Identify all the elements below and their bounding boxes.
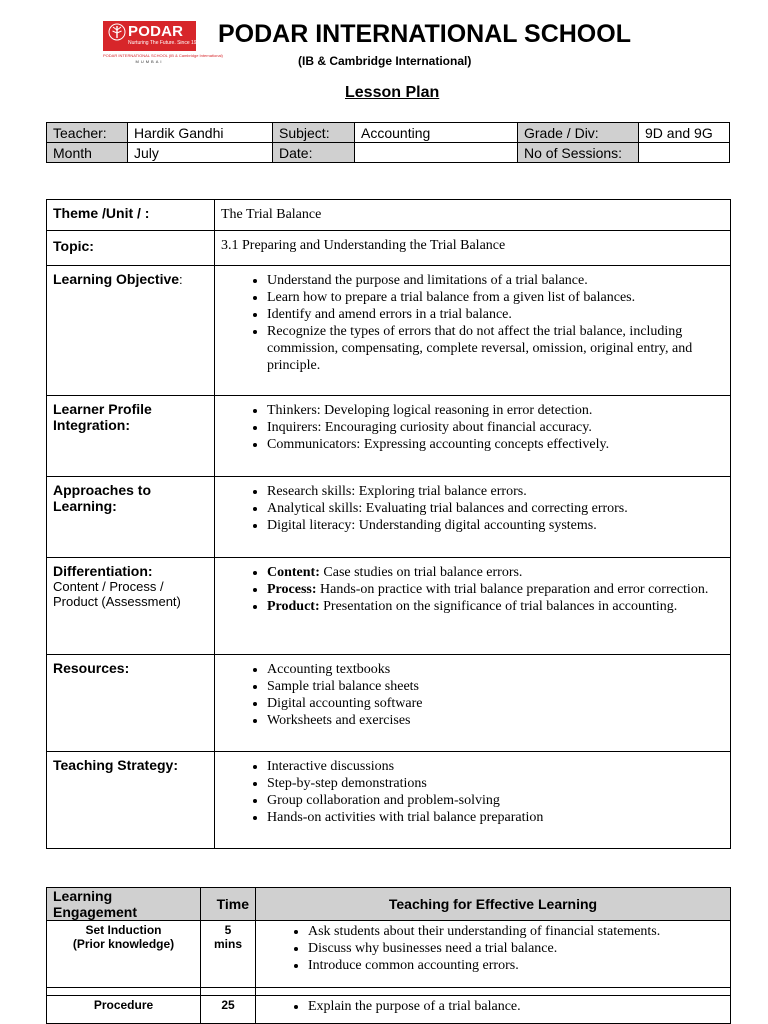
list-item: • Explain the purpose of a trial balance.: [308, 998, 724, 1015]
activity-list: [262, 923, 724, 974]
stage-name: Set Induction: [85, 923, 162, 937]
topic-value: 3.1 Preparing and Understanding the Trial Balance: [215, 231, 731, 266]
list-item: • Introduce common accounting errors.: [308, 957, 724, 974]
list-item: • Group collaboration and problem-solving: [267, 792, 724, 809]
theme-row: [47, 200, 731, 231]
logo-brand: PODAR: [128, 23, 184, 40]
differentiation-label: Differentiation:: [53, 563, 153, 579]
activities-cell: [256, 921, 731, 988]
list-item: • Interactive discussions: [267, 758, 724, 775]
list-item: • Worksheets and exercises: [267, 712, 724, 729]
list-item: • Step-by-step demonstrations: [267, 775, 724, 792]
objective-colon: :: [179, 272, 183, 287]
objective-cell: [215, 266, 731, 396]
list-item: [267, 581, 724, 598]
approaches-cell: [215, 477, 731, 558]
page-title: Lesson Plan: [345, 84, 440, 101]
stage-sub: (Prior knowledge): [72, 937, 175, 951]
lesson-plan-table: [46, 199, 731, 849]
list-item: • Hands-on activities with trial balance preparation: [267, 809, 724, 826]
month-value: July: [128, 143, 273, 163]
objective-row: [47, 266, 731, 396]
list-item: • Inquirers: Encouraging curiosity about financial accuracy.: [267, 419, 724, 436]
list-item: [267, 564, 724, 581]
school-subtitle: (IB & Cambridge International): [298, 54, 472, 68]
diff-text: Presentation on the significance of trial balances in accounting.: [319, 599, 678, 614]
list-item: • Ask students about their understanding of financial statements.: [308, 923, 724, 940]
date-label: Date:: [273, 143, 355, 163]
profile-list: [221, 402, 724, 453]
spacer-cell: [47, 988, 201, 996]
differentiation-sublabel: Content / Process / Product (Assessment): [53, 579, 181, 609]
teacher-value: Hardik Gandhi: [128, 123, 273, 143]
list-item: • Accounting textbooks: [267, 661, 724, 678]
time-cell: [201, 921, 256, 988]
diff-term: Product:: [267, 599, 320, 614]
table-row: [47, 921, 731, 988]
activities-cell: [256, 996, 731, 1024]
engagement-header-row: [47, 888, 731, 921]
time-cell: [201, 996, 256, 1024]
spacer-cell: [201, 988, 256, 996]
differentiation-label-cell: [47, 558, 215, 655]
topic-label: Topic:: [47, 231, 215, 266]
list-item: • Digital literacy: Understanding digital accounting systems.: [267, 517, 724, 534]
table-row: [47, 996, 731, 1024]
list-item: • Understand the purpose and limitations of a trial balance.: [267, 272, 724, 289]
engagement-table: [46, 887, 731, 1024]
objective-label: Learning Objective: [53, 271, 180, 287]
sessions-label: No of Sessions:: [518, 143, 639, 163]
engagement-col-header: Learning Engagement: [47, 888, 201, 921]
resources-row: [47, 655, 731, 752]
list-item: • Discuss why businesses need a trial balance.: [308, 940, 724, 957]
list-item: [267, 598, 724, 615]
spacer-row: [47, 988, 731, 996]
logo-banner: [103, 21, 203, 51]
lesson-meta-table: [46, 122, 730, 163]
grade-label: Grade / Div:: [518, 123, 639, 143]
teaching-col-header: Teaching for Effective Learning: [256, 888, 731, 921]
profile-cell: [215, 396, 731, 477]
resources-label: Resources:: [47, 655, 215, 752]
stage-name: Procedure: [93, 998, 154, 1012]
time-unit: mins: [213, 937, 242, 951]
tree-icon: [108, 23, 126, 41]
strategy-row: [47, 752, 731, 849]
approaches-label: Approaches to Learning:: [47, 477, 215, 558]
list-item: • Research skills: Exploring trial balance errors.: [267, 483, 724, 500]
diff-term: Content:: [267, 565, 320, 580]
list-item: • Thinkers: Developing logical reasoning in error detection.: [267, 402, 724, 419]
month-label: Month: [47, 143, 128, 163]
list-item: • Digital accounting software: [267, 695, 724, 712]
spacer-cell: [256, 988, 731, 996]
profile-row: [47, 396, 731, 477]
stage-cell: [47, 921, 201, 988]
date-value: [355, 143, 518, 163]
list-item: • Sample trial balance sheets: [267, 678, 724, 695]
theme-value: The Trial Balance: [215, 200, 731, 231]
topic-row: [47, 231, 731, 266]
time-col-header: Time: [201, 888, 256, 921]
list-item: • Recognize the types of errors that do not affect the trial balance, including commission, compensating, complete reversal, omission, original entry, and principle.: [267, 323, 724, 374]
logo-subline: PODAR INTERNATIONAL SCHOOL (IB & Cambridge International): [103, 53, 223, 58]
theme-label: Theme /Unit / :: [47, 200, 215, 231]
grade-value: 9D and 9G: [639, 123, 730, 143]
approaches-row: [47, 477, 731, 558]
list-item: • Identify and amend errors in a trial balance.: [267, 306, 724, 323]
teacher-label: Teacher:: [47, 123, 128, 143]
logo-tagline: Nurturing The Future. Since 1927: [128, 40, 203, 46]
sessions-value: [639, 143, 730, 163]
differentiation-list: [221, 564, 724, 615]
resources-cell: [215, 655, 731, 752]
logo-city: MUMBAI: [135, 59, 164, 64]
list-item: • Learn how to prepare a trial balance from a given list of balances.: [267, 289, 724, 306]
meta-row-1: [47, 123, 730, 143]
strategy-label: Teaching Strategy:: [47, 752, 215, 849]
objective-list: [221, 272, 724, 374]
meta-row-2: [47, 143, 730, 163]
resources-list: [221, 661, 724, 729]
school-name: PODAR INTERNATIONAL SCHOOL: [218, 20, 631, 48]
objective-label-cell: [47, 266, 215, 396]
list-item: • Communicators: Expressing accounting concepts effectively.: [267, 436, 724, 453]
diff-text: Case studies on trial balance errors.: [319, 565, 523, 580]
strategy-list: [221, 758, 724, 826]
subject-value: Accounting: [355, 123, 518, 143]
profile-label: Learner Profile Integration:: [47, 396, 215, 477]
diff-text: Hands-on practice with trial balance preparation and error correction.: [316, 582, 709, 597]
subject-label: Subject:: [273, 123, 355, 143]
differentiation-row: [47, 558, 731, 655]
strategy-cell: [215, 752, 731, 849]
stage-cell: [47, 996, 201, 1024]
approaches-list: [221, 483, 724, 534]
time-value: 25: [221, 998, 235, 1012]
time-value: 5: [224, 923, 232, 937]
list-item: • Analytical skills: Evaluating trial balances and correcting errors.: [267, 500, 724, 517]
activity-list: [262, 998, 724, 1015]
differentiation-cell: [215, 558, 731, 655]
school-logo: [103, 21, 223, 65]
diff-term: Process:: [267, 582, 317, 597]
